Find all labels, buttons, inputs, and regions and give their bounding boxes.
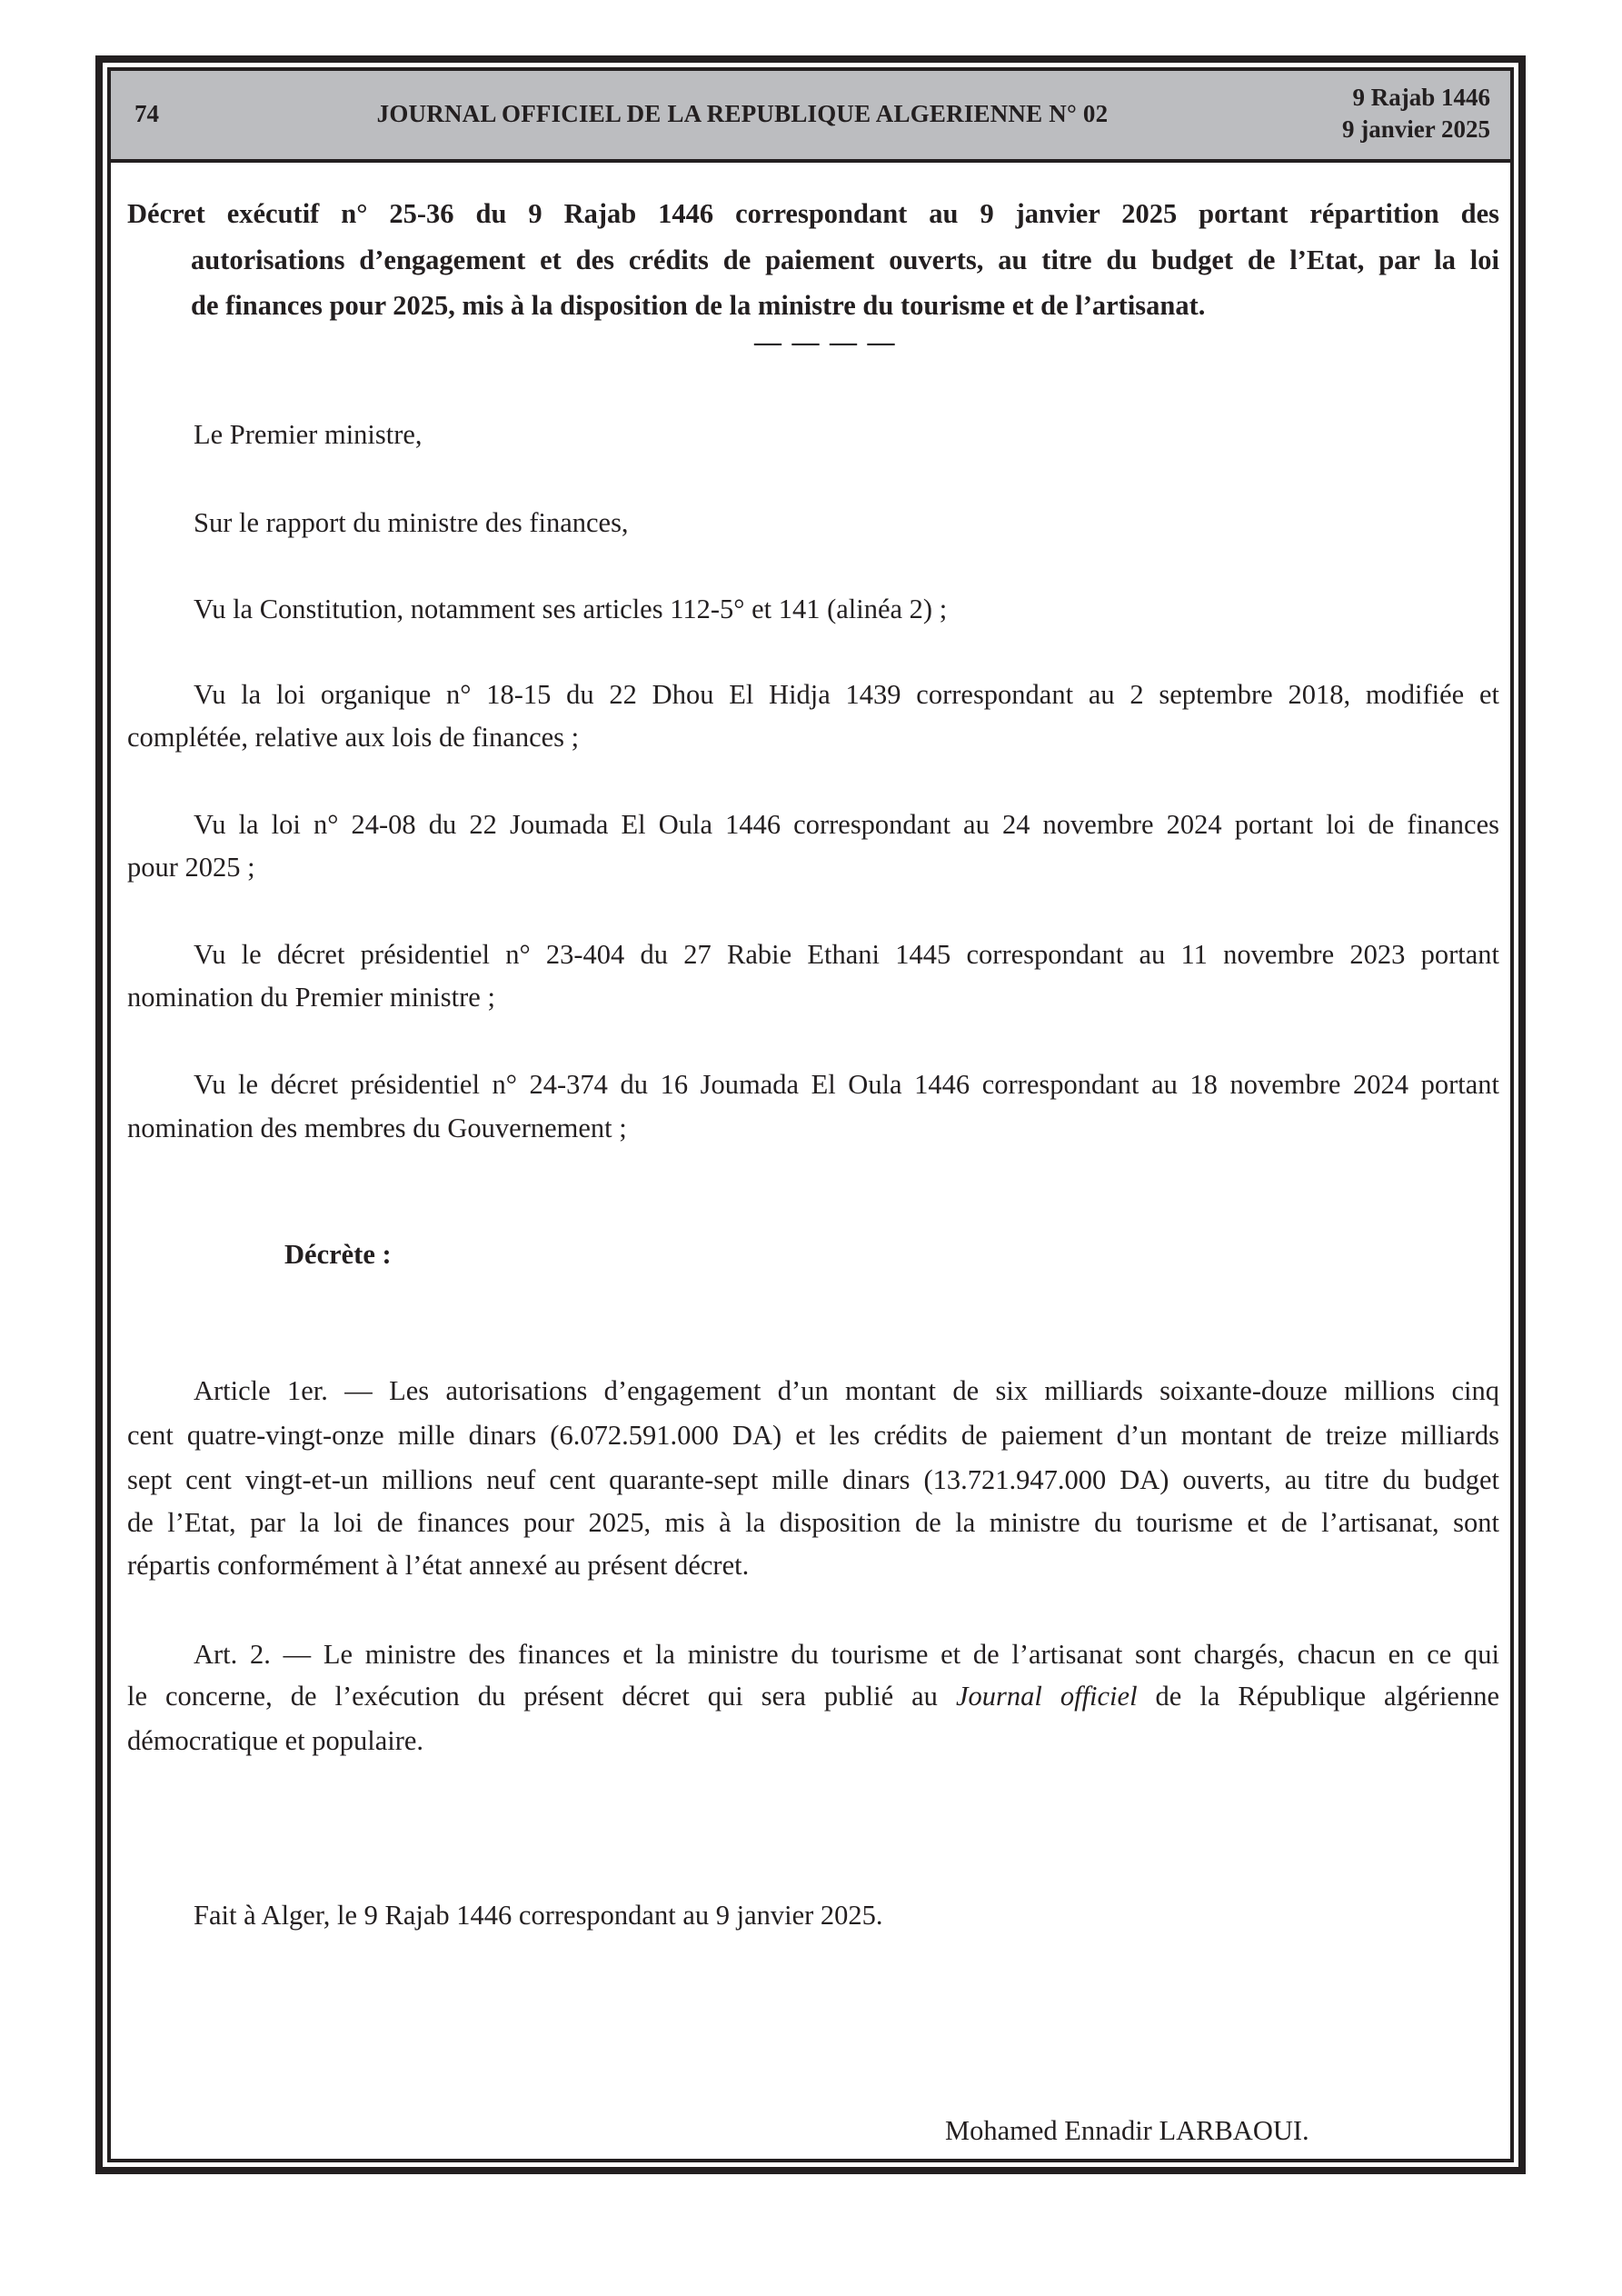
visa-decree-24-374-line-1: Vu le décret présidentiel n° 24-374 du 16 Joumada El Oula 1446 correspondant au 18 novembre 2024 portant: [194, 1069, 1499, 1100]
visa-organic-law-line-1: Vu la loi organique n° 18-15 du 22 Dhou El Hidja 1439 correspondant au 2 septembre 2018, modifiée et: [194, 679, 1499, 710]
article-1-line-3: sept cent vingt-et-un millions neuf cent quarante-sept mille dinars (13.721.947.000 DA) ouverts, au titre du budget: [127, 1464, 1499, 1495]
decree-title-line-3: de finances pour 2025, mis à la disposition de la ministre du tourisme et de l’artisanat.: [191, 290, 1206, 321]
journal-officiel-italic: Journal officiel: [955, 1681, 1138, 1712]
visa-decree-24-374-line-2: nomination des membres du Gouvernement ;: [127, 1113, 627, 1143]
article-1-line-2: cent quatre-vingt-onze mille dinars (6.072.591.000 DA) et les crédits de paiement d’un montant de treize milliards: [127, 1420, 1499, 1451]
decree-title-line-1: Décret exécutif n° 25-36 du 9 Rajab 1446 correspondant au 9 janvier 2025 portant répartition des: [127, 198, 1499, 229]
article-2-line-2-after: de la République algérienne: [1137, 1681, 1500, 1712]
article-1-line-1: Article 1er. — Les autorisations d’engagement d’un montant de six milliards soixante-douze millions cinq: [194, 1375, 1499, 1406]
visa-decree-23-404-line-2: nomination du Premier ministre ;: [127, 982, 495, 1013]
visa-organic-law-line-2: complétée, relative aux lois de finances ;: [127, 722, 580, 753]
journal-header: [111, 71, 1510, 163]
preamble-opening: Le Premier ministre,: [194, 419, 423, 450]
signature: Mohamed Ennadir LARBAOUI.: [945, 2115, 1309, 2146]
decree-title-line-2: autorisations d’engagement et des crédits de paiement ouverts, au titre du budget de l’Etat, par la loi: [191, 245, 1499, 275]
done-at: Fait à Alger, le 9 Rajab 1446 correspondant au 9 janvier 2025.: [194, 1900, 883, 1931]
article-1-line-5: répartis conformément à l’état annexé au présent décret.: [127, 1550, 750, 1581]
visa-finance-law-line-2: pour 2025 ;: [127, 852, 255, 883]
journal-title: JOURNAL OFFICIEL DE LA REPUBLIQUE ALGERIENNE N° 02: [376, 100, 1109, 127]
visa-constitution: Vu la Constitution, notamment ses articles 112-5° et 141 (alinéa 2) ;: [194, 594, 948, 624]
date-hijri: 9 Rajab 1446: [1352, 84, 1490, 111]
visa-decree-23-404-line-1: Vu le décret présidentiel n° 23-404 du 27 Rabie Ethani 1445 correspondant au 11 novembre 2023 portant: [194, 939, 1499, 970]
date-gregorian: 9 janvier 2025: [1342, 115, 1490, 143]
article-2-line-2: [127, 1678, 1499, 1714]
article-1-line-4: de l’Etat, par la loi de finances pour 2025, mis à la disposition de la ministre du tourisme et de l’artisanat, sont: [127, 1507, 1499, 1538]
preamble-report: Sur le rapport du ministre des finances,: [194, 507, 629, 538]
issue-date: [1342, 82, 1490, 145]
article-2-line-1: Art. 2. — Le ministre des finances et la ministre du tourisme et de l’artisanat sont chargés, chacun en ce qui: [194, 1639, 1499, 1670]
article-2-line-3: démocratique et populaire.: [127, 1725, 424, 1756]
visa-finance-law-line-1: Vu la loi n° 24-08 du 22 Joumada El Oula 1446 correspondant au 24 novembre 2024 portant loi de finances: [194, 809, 1499, 840]
title-separator: — — — —: [754, 327, 897, 357]
decrees-label: Décrète :: [284, 1239, 392, 1270]
article-2-line-2-before: le concerne, de l’exécution du présent décret qui sera publié au: [127, 1681, 956, 1712]
page-number: 74: [134, 100, 159, 127]
